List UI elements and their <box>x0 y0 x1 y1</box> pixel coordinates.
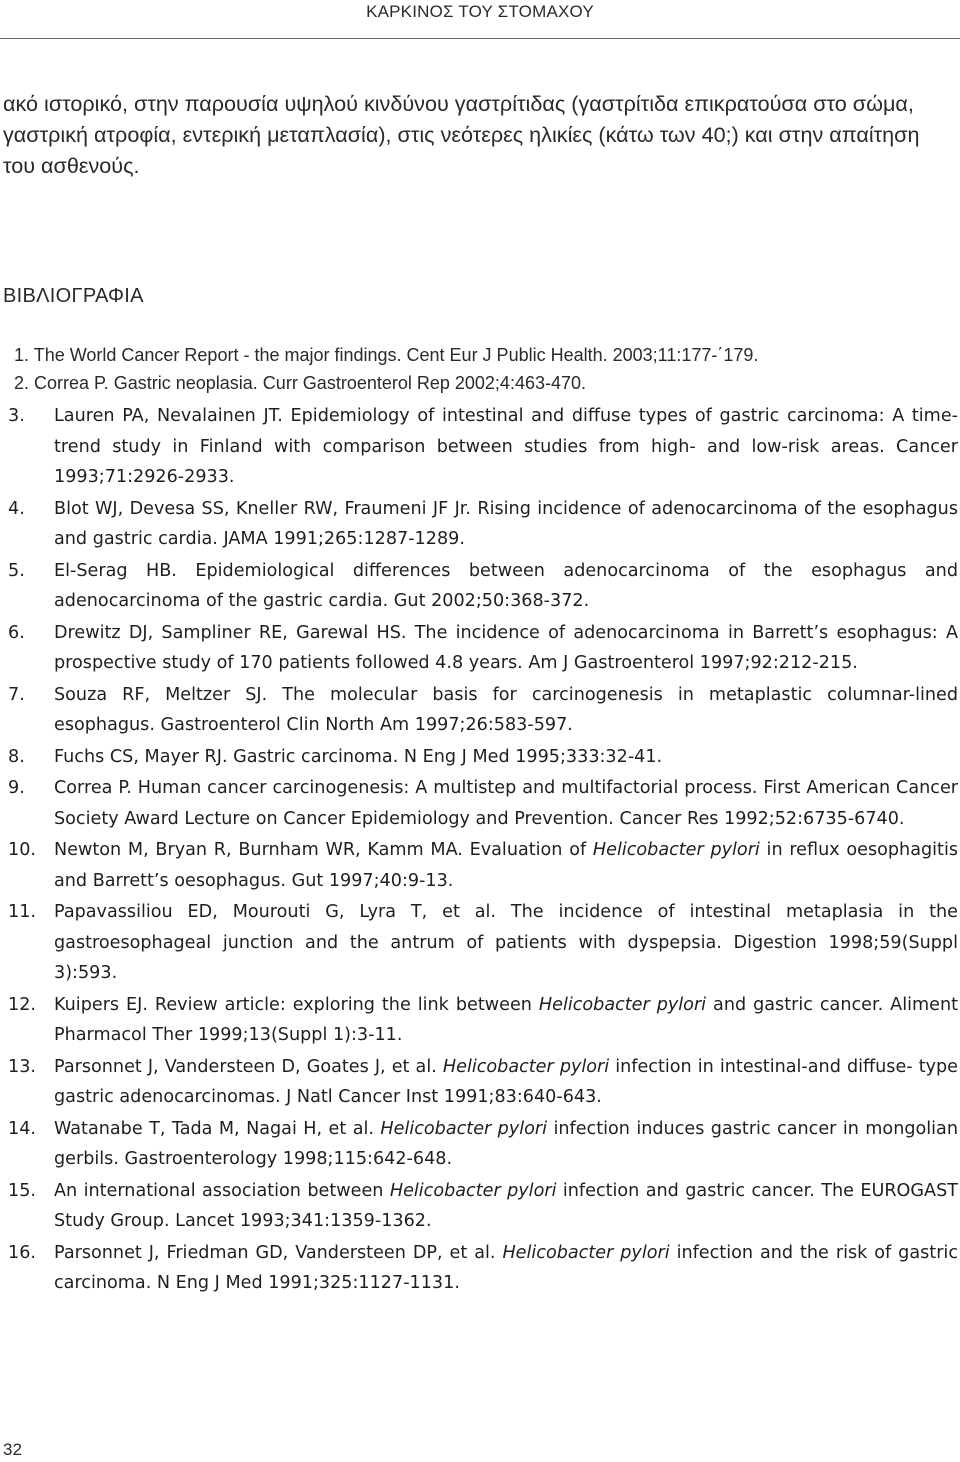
reference-list <box>8 401 958 1300</box>
reference-text-part: infection in intestinal-and diffuse- type gastric adenocarcinomas. J Natl Cancer Inst 1991;83:640-643. <box>54 1056 958 1107</box>
reference-text <box>54 1238 958 1299</box>
reference-number: 14. <box>8 1118 36 1139</box>
reference-item <box>14 341 954 369</box>
reference-text-part: Watanabe T, Tada M, Nagai H, et al. <box>54 1118 381 1139</box>
reference-number: 9. <box>8 778 25 798</box>
reference-text-part: infection and the risk of gastric carcinoma. N Eng J Med 1991;325:1127-1131. <box>54 1242 958 1293</box>
reference-number: 8. <box>8 746 25 767</box>
intro-paragraph: ακό ιστορικό, στην παρουσία υψηλού κινδύνου γαστρίτιδας (γαστρίτιδα επικρατούσα στο σώμα, γαστρική ατροφία, εντερική μεταπλασία), στις νεότερες ηλικίες (κάτω των 40;) και στην απαίτηση του ασθενούς. <box>3 91 920 178</box>
species-name: Helicobacter pylori <box>389 1180 557 1201</box>
header-rule <box>0 38 960 39</box>
reference-text-part: Parsonnet J, Vandersteen D, Goates J, et al. <box>54 1056 443 1077</box>
reference-text: Papavassiliou ED, Mourouti G, Lyra T, et al. The incidence of intestinal metaplasia in the gastroesophageal junction and the antrum of patients with dyspepsia. Digestion 1998;59(Suppl 3):593. <box>54 902 958 983</box>
reference-item <box>8 742 958 773</box>
reference-text-part: and gastric cancer. Aliment Pharmacol Ther 1999;13(Suppl 1):3-11. <box>54 994 958 1045</box>
reference-text: Lauren PA, Nevalainen JT. Epidemiology of intestinal and diffuse types of gastric carcinoma: A time-trend study in Finland with comparison between studies from high- and low-risk areas. Cancer 1993;71:2926-2933. <box>54 406 958 487</box>
species-name: Helicobacter pylori <box>380 1118 548 1139</box>
reference-text-part: infection and gastric cancer. The EUROGAST Study Group. Lancet 1993;341:1359-1362. <box>54 1180 958 1231</box>
reference-item <box>8 1238 958 1299</box>
reference-text <box>54 835 958 896</box>
reference-item <box>8 401 958 493</box>
reference-number: 4. <box>8 498 25 519</box>
species-name: Helicobacter pylori <box>592 840 760 860</box>
reference-number: 7. <box>8 684 25 705</box>
reference-text <box>54 990 958 1051</box>
reference-text-part: in reflux oesophagitis and Barrett’s oesophagus. Gut 1997;40:9-13. <box>54 840 958 891</box>
species-name: Helicobacter pylori <box>538 994 707 1015</box>
reference-text: Fuchs CS, Mayer RJ. Gastric carcinoma. N Eng J Med 1995;333:32-41. <box>54 746 663 767</box>
reference-text: El-Serag HB. Epidemiological differences between adenocarcinoma of the esophagus and adenocarcinoma of the gastric cardia. Gut 2002;50:368-372. <box>54 560 958 611</box>
reference-text <box>54 1176 958 1237</box>
reference-number: 13. <box>8 1056 36 1077</box>
reference-number: 2. <box>14 373 30 393</box>
reference-item <box>8 1052 958 1113</box>
reference-item <box>8 990 958 1051</box>
reference-number: 15. <box>8 1180 36 1201</box>
running-header: ΚΑΡΚΙΝΟΣ ΤΟΥ ΣΤΟΜΑΧΟΥ <box>366 2 594 21</box>
reference-text <box>54 1114 958 1175</box>
reference-text: Drewitz DJ, Sampliner RE, Garewal HS. The incidence of adenocarcinoma in Barrett’s esophagus: A prospective study of 170 patients followed 4.8 years. Am J Gastroenterol 1997;92:212-215. <box>54 622 958 673</box>
reference-item <box>8 835 958 896</box>
reference-item <box>8 494 958 555</box>
reference-item <box>8 680 958 741</box>
reference-number: 3. <box>8 406 25 426</box>
species-name: Helicobacter pylori <box>502 1242 670 1263</box>
reference-text-part: An international association between <box>54 1180 390 1201</box>
reference-text: The World Cancer Report - the major findings. Cent Eur J Public Health. 2003;11:177-΄179. <box>33 345 759 365</box>
reference-number: 5. <box>8 560 25 581</box>
reference-text: Correa P. Gastric neoplasia. Curr Gastroenterol Rep 2002;4:463-470. <box>34 373 587 393</box>
reference-item <box>8 1114 958 1175</box>
reference-item <box>14 369 954 397</box>
reference-number: 10. <box>8 840 36 860</box>
reference-item <box>8 897 958 989</box>
reference-item <box>8 773 958 834</box>
bibliography-heading: ΒΙΒΛΙΟΓΡΑΦΙΑ <box>3 285 144 307</box>
reference-list-upper <box>14 341 954 397</box>
reference-text: Blot WJ, Devesa SS, Kneller RW, Fraumeni JF Jr. Rising incidence of adenocarcinoma of the esophagus and gastric cardia. JAMA 1991;265:1287-1289. <box>54 498 958 549</box>
reference-text: Souza RF, Meltzer SJ. The molecular basis for carcinogenesis in metaplastic columnar-lined esophagus. Gastroenterol Clin North Am 1997;26:583-597. <box>54 684 958 735</box>
reference-text-part: Kuipers EJ. Review article: exploring the link between <box>54 994 539 1015</box>
reference-text-part: infection induces gastric cancer in mongolian gerbils. Gastroenterology 1998;115:642-648. <box>54 1118 958 1169</box>
reference-text-part: Parsonnet J, Friedman GD, Vandersteen DP, et al. <box>54 1242 503 1263</box>
reference-number: 16. <box>8 1242 36 1263</box>
reference-number: 6. <box>8 622 25 643</box>
reference-item <box>8 1176 958 1237</box>
reference-number: 11. <box>8 902 36 922</box>
reference-text <box>54 1052 958 1113</box>
species-name: Helicobacter pylori <box>442 1056 610 1077</box>
reference-text: Correa P. Human cancer carcinogenesis: A multistep and multifactorial process. First American Cancer Society Award Lecture on Cancer Epidemiology and Prevention. Cancer Res 1992;52:6735-6740. <box>54 778 958 829</box>
page-number: 32 <box>3 1440 22 1459</box>
reference-item <box>8 618 958 679</box>
reference-number: 1. <box>14 345 30 365</box>
reference-text-part: Newton M, Bryan R, Burnham WR, Kamm MA. Evaluation of <box>54 840 593 860</box>
reference-number: 12. <box>8 994 36 1015</box>
reference-item <box>8 556 958 617</box>
